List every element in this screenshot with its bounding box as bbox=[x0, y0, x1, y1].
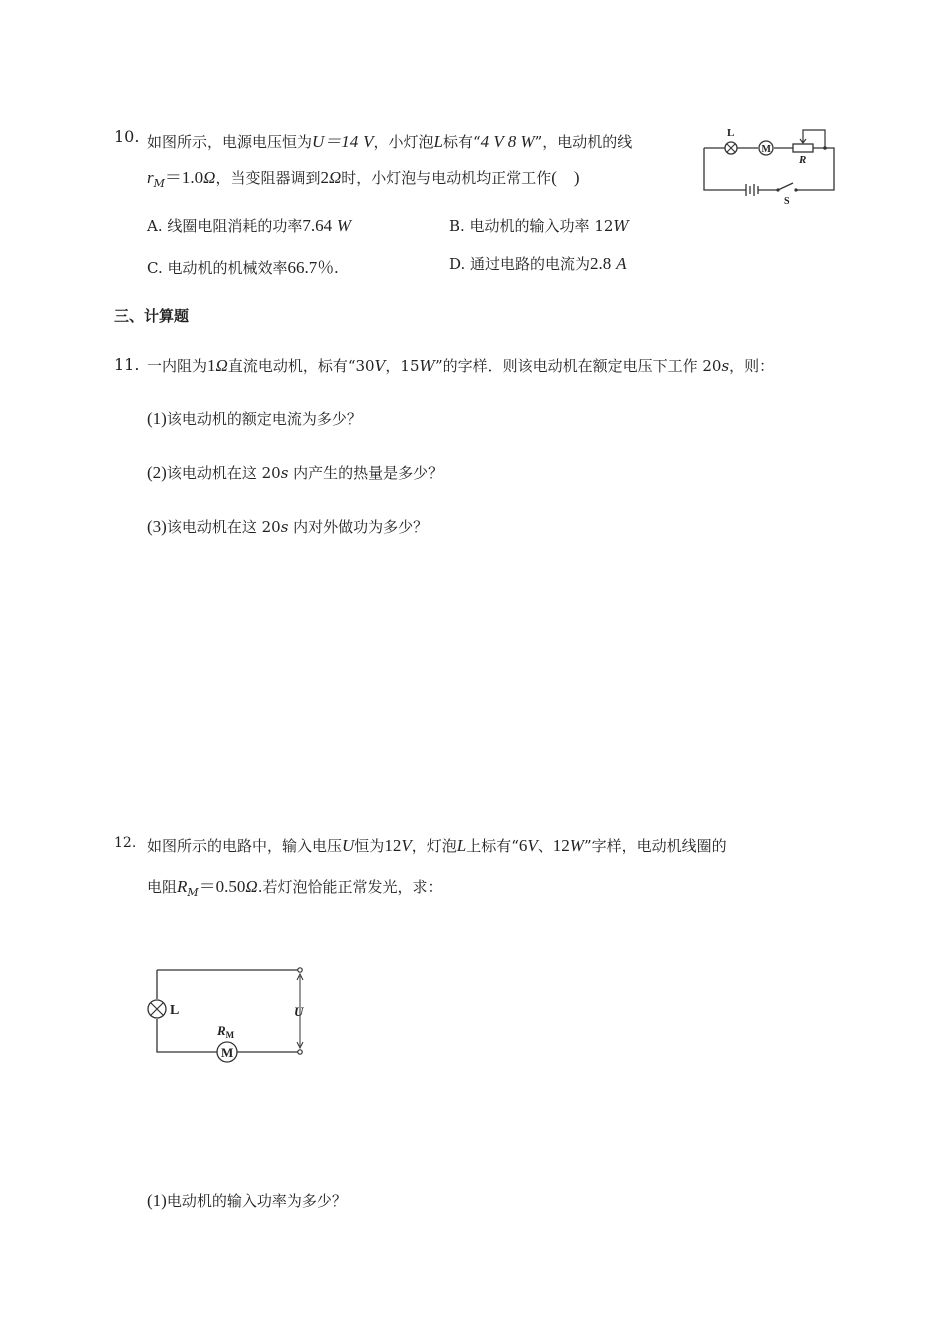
sub-number: (3) bbox=[147, 517, 167, 536]
q10-text: 如图所示，电源电压恒为 bbox=[147, 133, 313, 151]
q12-rating-w: 12 bbox=[552, 836, 570, 855]
q10-option-b[interactable] bbox=[449, 215, 629, 236]
sub-number: (2) bbox=[147, 463, 167, 482]
q11-unit: W bbox=[419, 357, 435, 375]
q11-unit: V bbox=[374, 357, 386, 375]
option-unit: W bbox=[336, 216, 352, 235]
q11-sub2 bbox=[147, 462, 443, 483]
section-title: 三、计算题 bbox=[114, 307, 190, 325]
q12-number: 12. bbox=[114, 835, 137, 851]
q11-resistance: 1 bbox=[207, 356, 216, 375]
q10-option-c[interactable] bbox=[147, 253, 338, 278]
sub-text: 内对外做功为多少？ bbox=[288, 518, 429, 536]
q10-stem-line1 bbox=[147, 127, 632, 152]
sub-text: 电动机的输入功率为多少？ bbox=[166, 1192, 347, 1210]
q10-text: 时，小灯泡与电动机均正常工作 bbox=[341, 169, 552, 187]
q10-text: ，小灯泡 bbox=[373, 133, 434, 151]
q12-motor-label: M bbox=[221, 1045, 234, 1060]
lamp-icon bbox=[148, 1000, 166, 1018]
q11-text: ，则： bbox=[729, 357, 775, 375]
q10-rheostat-value: 2 bbox=[320, 168, 329, 187]
q12-circuit-diagram bbox=[140, 958, 320, 1068]
q10-lamp-rating: 4 V 8 W bbox=[480, 132, 535, 151]
sub-unit: s bbox=[280, 464, 289, 482]
q10-switch-label: S bbox=[784, 196, 790, 206]
option-text: B. 电动机的输入功率 12 bbox=[449, 217, 614, 235]
q12-unit: V bbox=[401, 836, 412, 855]
q11-sub1 bbox=[147, 408, 362, 429]
q11-ohm: Ω bbox=[215, 356, 228, 375]
q12-lamp-symbol: L bbox=[456, 836, 467, 855]
q11-number: 11. bbox=[114, 355, 140, 374]
q11-sub3 bbox=[147, 516, 428, 537]
q12-stem-line2 bbox=[147, 872, 443, 899]
q11-text: ”的字样．则该电动机在额定电压下工作 20 bbox=[434, 357, 722, 375]
q10-r-value: ＝1.0 bbox=[164, 168, 204, 187]
option-value: 7.64 bbox=[302, 216, 333, 235]
q11-text: 一内阻为 bbox=[147, 357, 208, 375]
option-unit: A bbox=[616, 254, 627, 273]
q12-voltage-value: 12 bbox=[384, 836, 402, 855]
sub-number: (1) bbox=[147, 1191, 167, 1210]
q11-text: ，15 bbox=[385, 357, 420, 375]
sub-text: 内产生的热量是多少？ bbox=[288, 464, 444, 482]
q12-text: 上标有“ bbox=[466, 837, 519, 855]
q10-motor-label: M bbox=[761, 144, 771, 155]
q12-r-symbol: R bbox=[177, 877, 188, 896]
q10-unit: V bbox=[363, 132, 374, 151]
q10-lamp-symbol: L bbox=[433, 132, 443, 151]
q10-ohm: Ω bbox=[328, 168, 342, 187]
q12-text: 、 bbox=[537, 837, 553, 855]
q10-option-d[interactable] bbox=[449, 253, 626, 274]
option-value: 66.7％. bbox=[287, 258, 339, 277]
q10-number: 10. bbox=[114, 127, 140, 146]
q11-unit: s bbox=[721, 357, 730, 375]
q12-text: .若灯泡恰能正常发光，求： bbox=[257, 878, 443, 896]
q10-option-a[interactable] bbox=[147, 215, 351, 236]
sub-unit: s bbox=[280, 518, 289, 536]
q12-motor-resistance-label: $R_M$ bbox=[217, 1023, 235, 1040]
q10-voltage: U＝14 bbox=[312, 132, 359, 151]
q10-r-subscript: M bbox=[153, 177, 165, 190]
q10-circuit-diagram bbox=[698, 122, 838, 206]
option-unit: W bbox=[613, 217, 629, 235]
q10-text: ，当变阻器调到 bbox=[215, 169, 321, 187]
q12-text: ”字样，电动机线圈的 bbox=[583, 837, 727, 855]
q10-stem-line2 bbox=[147, 163, 580, 190]
option-text: D. 通过电路的电流为 bbox=[449, 255, 591, 273]
sub-text: 该电动机的额定电流为多少？ bbox=[166, 410, 362, 428]
q10-answer-blank: ( ) bbox=[551, 168, 580, 187]
sub-text: 该电动机在这 20 bbox=[166, 464, 281, 482]
lamp-icon bbox=[725, 142, 737, 154]
sub-number: (1) bbox=[147, 409, 167, 428]
q11-stem bbox=[147, 355, 774, 376]
q10-ohm: Ω bbox=[203, 168, 216, 187]
q12-text: ，灯泡 bbox=[411, 837, 457, 855]
q12-text: 电阻 bbox=[147, 878, 178, 896]
q12-lamp-label: L bbox=[170, 1003, 180, 1018]
q12-voltage-symbol: U bbox=[342, 836, 355, 855]
q12-sub1 bbox=[147, 1190, 347, 1211]
q10-text: 标有“ bbox=[442, 133, 481, 151]
q12-unit: V bbox=[527, 836, 538, 855]
q10-r-symbol: r bbox=[147, 168, 154, 187]
q12-ohm: Ω bbox=[245, 877, 258, 896]
q12-rating-v: 6 bbox=[518, 836, 528, 855]
q12-text: 如图所示的电路中，输入电压 bbox=[147, 837, 343, 855]
option-text: C. 电动机的机械效率 bbox=[147, 259, 288, 277]
option-text: A. 线圈电阻消耗的功率 bbox=[147, 217, 303, 235]
q12-r-subscript: M bbox=[187, 886, 199, 899]
q12-stem-line1 bbox=[147, 835, 727, 856]
option-value: 2.8 bbox=[590, 254, 612, 273]
q12-voltage-label: U bbox=[294, 1004, 304, 1019]
q12-text: 恒为 bbox=[354, 837, 385, 855]
q12-r-value: ＝0.50 bbox=[198, 877, 246, 896]
q12-unit: W bbox=[569, 836, 584, 855]
q11-text: 直流电动机，标有“30 bbox=[227, 357, 375, 375]
sub-text: 该电动机在这 20 bbox=[166, 518, 281, 536]
q10-rheostat-label: R bbox=[799, 154, 807, 166]
q10-lamp-label: L bbox=[727, 127, 735, 139]
motor-icon bbox=[759, 141, 773, 155]
motor-icon bbox=[217, 1042, 237, 1062]
q10-text: ”，电动机的线 bbox=[534, 133, 633, 151]
